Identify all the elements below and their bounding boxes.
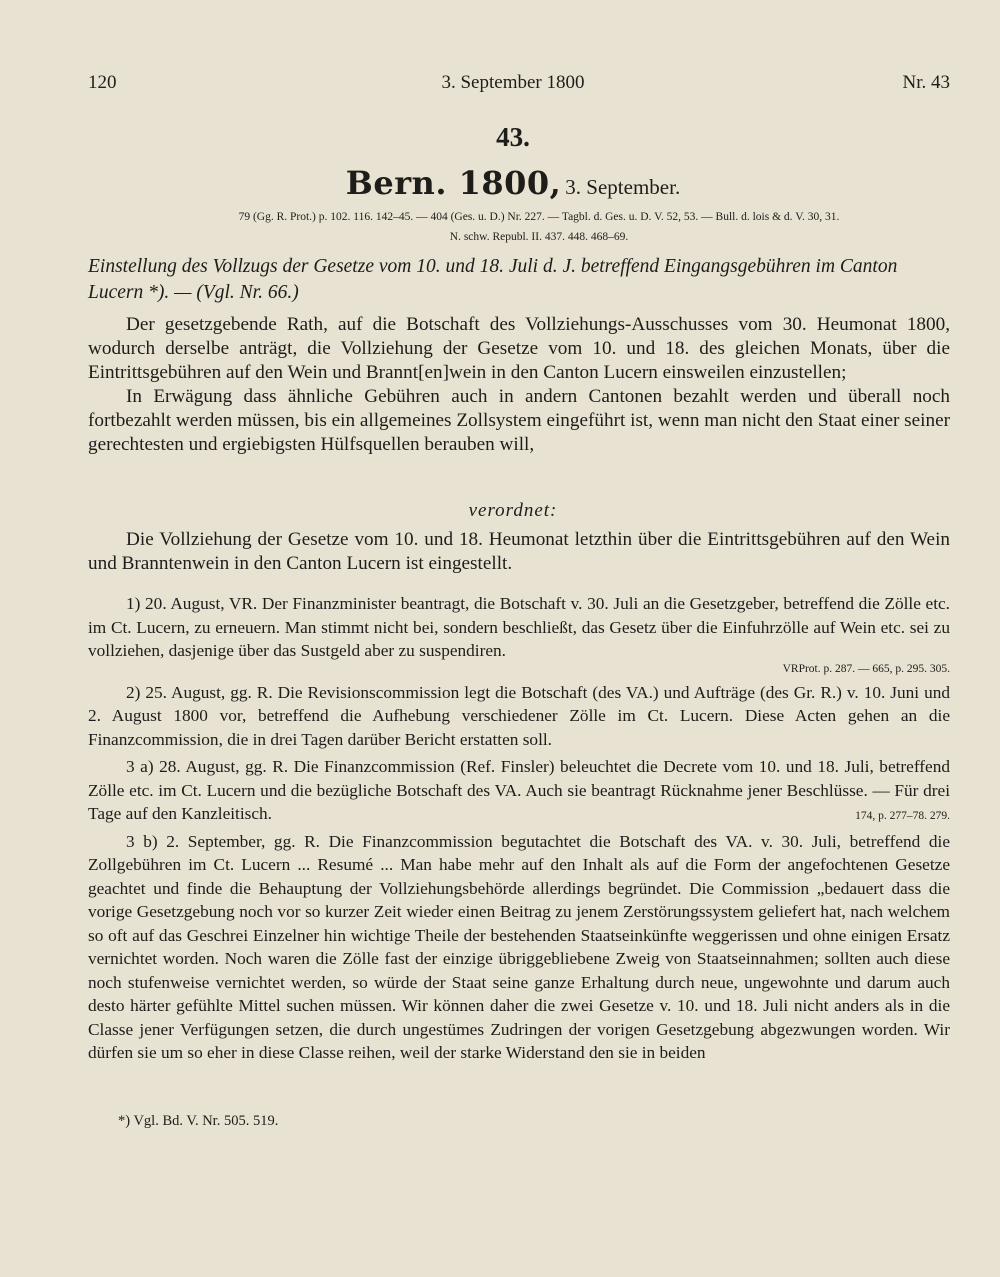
preamble-paragraph-2: In Erwägung dass ähnliche Gebühren auch in andern Cantonen bezahlt werden und überall noch fortbezahlt werden müssen, bis ein allgemeines Zollsystem eingeführt ist, wenn man nicht den Staat einer seiner gerechtesten und ergiebigsten Hülfsquellen berauben will, [88,386,950,455]
place-year: Bern. 1800, [345,164,562,202]
note-2 [88,681,950,752]
running-head [0,72,1000,100]
note-text: 3 b) 2. September, gg. R. Die Finanzcommission begutachtet die Botschaft des VA. v. 30. Juli, betreffend die Zollgebühren im Ct. Lucern ... Resumé ... Man habe mehr auf den Inhalt als auf die Form der angefochtenen Gesetze geachtet und finde die Behauptung der Vollziehungsbehörde allerdings begründet. Die Commission „bedauert dass die vorige Gesetzgebung noch vor so kurzer Zeit wieder einen Beitrag zu jenem Zerstörungssystem geliefert hat, nach welchem so oft auf das Geschrei Einzelner hin wichtige Theile der bestehenden Staatseinkünfte weggerissen und ohne einigen Ersatz vernichtet worden. Noch waren die Zölle fast der einzige übriggebliebene Zweig von Staatseinnahmen; sollten auch diese noch stufenweise vernichtet werden, so würde der Staat seine ganze Erhaltung durch neue, ungewohnte und darum auch desto härter gefühlte Mittel suchen müssen. Wir können daher die zwei Gesetze v. 10. und 18. Juli nicht anders als in die Classe jener Verfügungen setzen, die durch ungestümes Zudringen der vorigen Gesetzgebung abgezwungen worden. Wir dürfen sie um so eher in diese Classe reihen, weil der starke Widerstand den sie in beiden [88,831,950,1062]
running-head-date: 3. September 1800 [441,72,585,93]
preamble [88,313,950,457]
heading-date: 3. September. [565,175,681,199]
sources-line-2: N. schw. Republ. II. 437. 448. 468–69. [449,231,629,243]
note-3a [88,755,950,826]
note-1 [88,592,950,677]
decree-text: Die Vollziehung der Gesetze vom 10. und 18. Heumonat letzthin über die Eintrittsgebühren auf den Wein und Branntenwein in den Canton Lucern ist eingestellt. [88,529,950,574]
place-date-heading [0,164,1000,202]
notes-section [88,592,950,1069]
footnote: *) Vgl. Bd. V. Nr. 505. 519. [118,1113,279,1129]
preamble-paragraph-1: Der gesetzgebende Rath, auf die Botschaft des Vollziehungs-Ausschusses vom 30. Heumonat 1800, wodurch derselbe anträgt, die Vollziehung der Gesetze vom 10. und 18. des gleichen Monats, über die Eintrittsgebühren auf den Wein und Brannt[en]wein in den Canton Lucern einsweilen einzustellen; [88,314,950,383]
note-reference: VRProt. p. 287. — 665, p. 295. 305. [782,662,950,675]
document-title: Einstellung des Vollzugs der Gesetze vom 10. und 18. Juli d. J. betreffend Eingangsgebühren im Canton Lucern *). — (Vgl. Nr. 66.) [88,256,898,303]
note-text: 1) 20. August, VR. Der Finanzminister beantragt, die Botschaft v. 30. Juli an die Gesetzgeber, betreffend die Zölle etc. im Ct. Lucern, zu erneuern. Man stimmt nicht bei, sondern beschließt, das Gesetz über die Einfuhrzölle auf Wein etc. sei zu vollziehen, dasjenige über das Sustgeld aber zu suspendiren. [88,594,950,660]
note-reference: 174, p. 277–78. 279. [855,810,950,822]
running-head-doc-ref: Nr. 43 [902,72,950,93]
note-text: 2) 25. August, gg. R. Die Revisionscommission legt die Botschaft (des VA.) und Aufträge (des Gr. R.) v. 10. Juni und 2. August 1800 vor, betreffend die Aufhebung verschiedener Zölle im Ct. Lucern. Diese Acten gehen an die Finanzcommission, die in drei Tagen darüber Bericht erstatten soll. [88,682,950,749]
verordnet-heading: verordnet: [468,500,558,521]
sources-line-1: 79 (Gg. R. Prot.) p. 102. 116. 142–45. — 404 (Ges. u. D.) Nr. 227. — Tagbl. d. Ges. u. D. V. 52, 53. — Bull. d. lois & d. V. 30, 31. [238,211,840,223]
decree [88,528,950,576]
page-number: 120 [88,72,117,93]
document-number: 43. [496,122,530,152]
note-3b [88,830,950,1065]
note-text: 3 a) 28. August, gg. R. Die Finanzcommission (Ref. Finsler) beleuchtet die Decrete vom 10. und 18. Juli, betreffend Zölle etc. im Ct. Lucern und die bezügliche Botschaft des VA. Auch sie beantragt Rücknahme jener Beschlüsse. — Für drei Tage auf den Kanzleitisch. [88,757,950,823]
